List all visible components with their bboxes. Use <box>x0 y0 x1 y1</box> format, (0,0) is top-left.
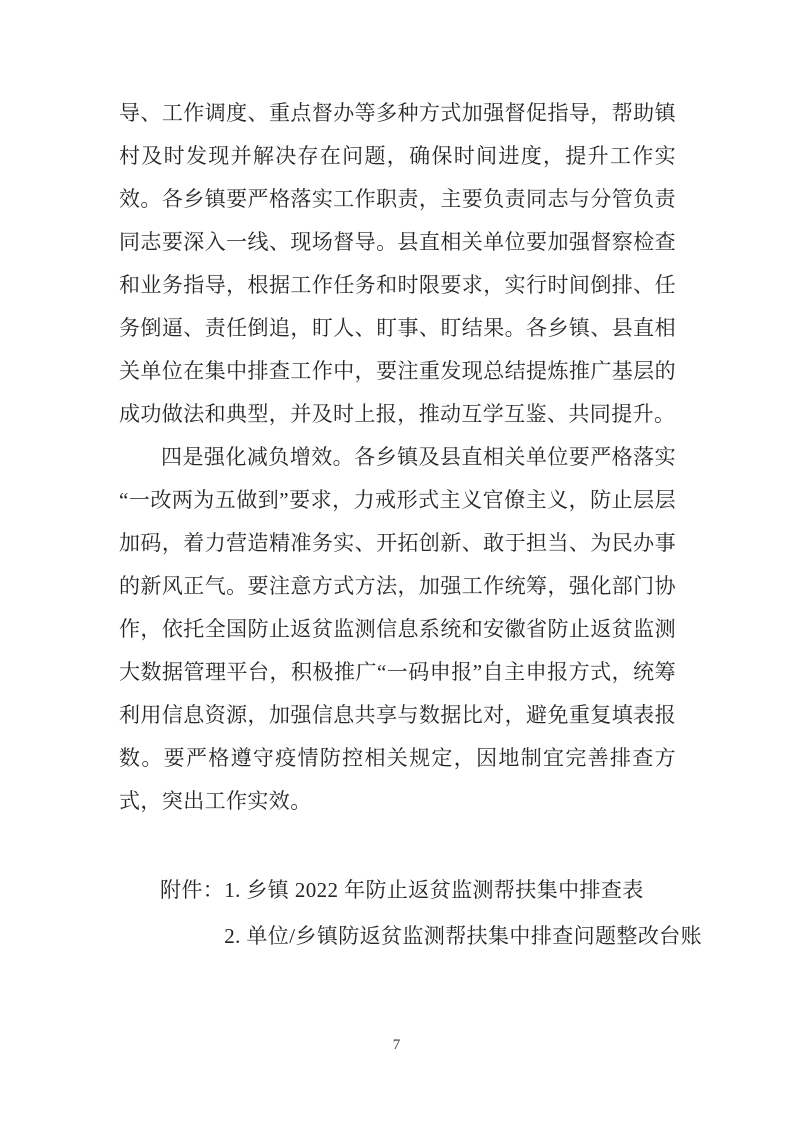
attachment-item: 1. 乡镇 2022 年防止返贫监测帮扶集中排查表 <box>224 878 644 902</box>
paragraph-lead: 四是强化减负增效。 <box>161 445 355 469</box>
attachments-label: 附件： <box>160 878 225 902</box>
document-body <box>119 92 676 823</box>
document-content <box>119 92 703 959</box>
page-number: 7 <box>392 1037 401 1053</box>
body-paragraph <box>119 436 676 823</box>
attachment-item: 2. 单位/乡镇防返贫监测帮扶集中排查问题整改台账 <box>224 924 703 948</box>
body-paragraph: 导、工作调度、重点督办等多种方式加强督促指导，帮助镇村及时发现并解决存在问题，确保时间进度，提升工作实效。各乡镇要严格落实工作职责，主要负责同志与分管负责同志要深入一线、现场督导。县直相关单位要加强督察检查和业务指导，根据工作任务和时限要求，实行时间倒排、任务倒逼、责任倒追，盯人、盯事、盯结果。各乡镇、县直相关单位在集中排查工作中，要注重发现总结提炼推广基层的成功做法和典型，并及时上报，推动互学互鉴、共同提升。 <box>119 101 676 426</box>
attachments-list <box>224 867 702 959</box>
attachments-section <box>119 867 703 959</box>
paragraph-text: 各乡镇及县直相关单位要严格落实“一改两为五做到”要求，力戒形式主义官僚主义，防止层层加码，着力营造精准务实、开拓创新、敢于担当、为民办事的新风正气。要注意方式方法，加强工作统筹，强化部门协作，依托全国防止返贫监测信息系统和安徽省防止返贫监测大数据管理平台，积极推广“一码申报”自主申报方式，统筹利用信息资源，加强信息共享与数据比对，避免重复填表报数。要严格遵守疫情防控相关规定，因地制宜完善排查方式，突出工作实效。 <box>119 445 677 813</box>
